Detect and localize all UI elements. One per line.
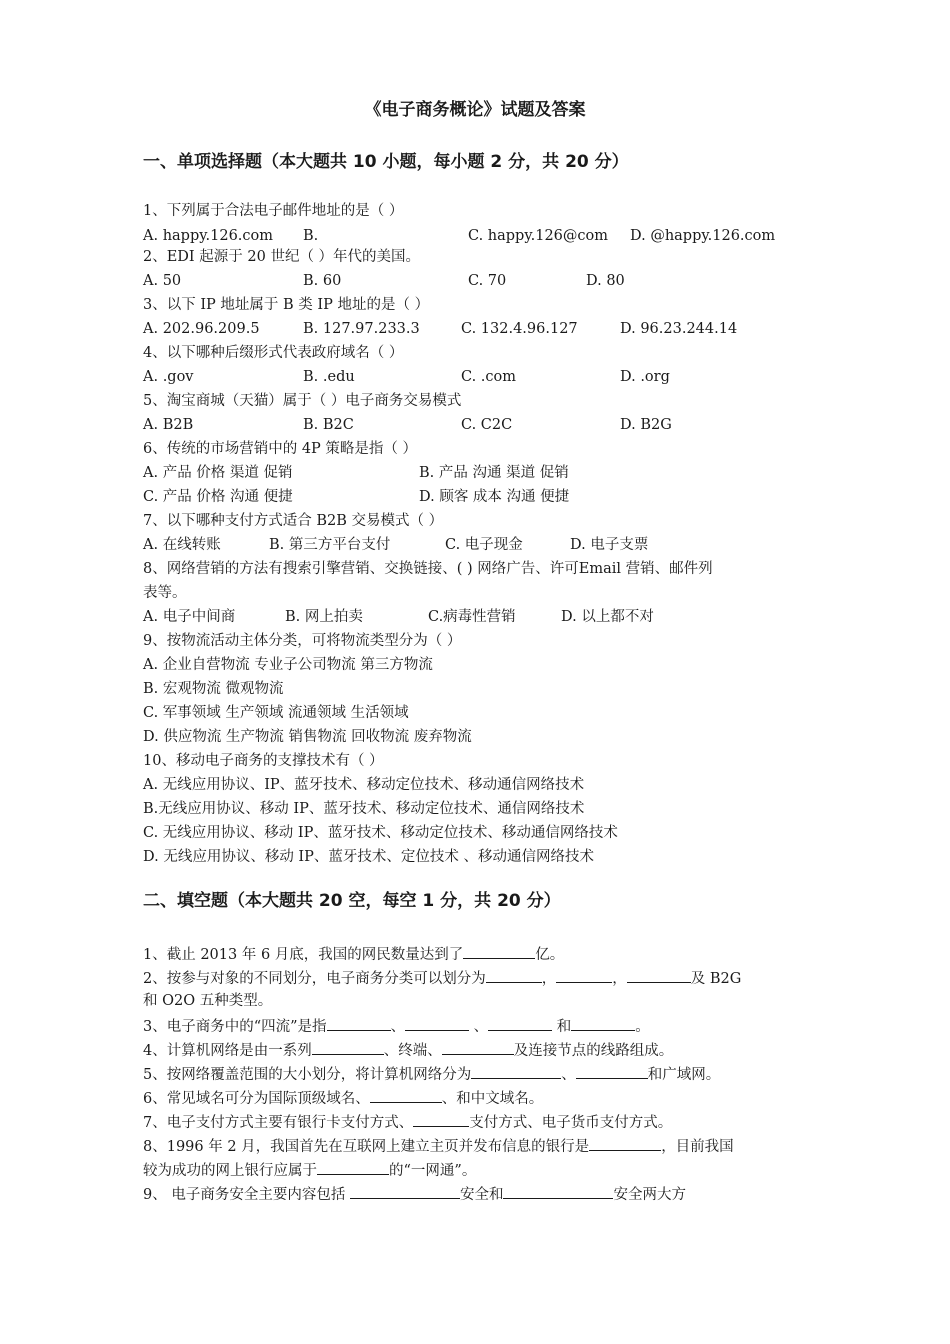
fill-question-4 <box>143 1038 673 1060</box>
document-title: 《电子商务概论》试题及答案 <box>364 100 586 120</box>
question-8-option-b: B. 网上拍卖 <box>285 609 363 625</box>
question-4-stem: 4、以下哪种后缀形式代表政府域名（ ） <box>143 345 404 361</box>
question-8-option-c: C.病毒性营销 <box>428 609 516 625</box>
question-6-stem: 6、传统的市场营销中的 4P 策略是指（ ） <box>143 441 418 457</box>
fill-3-text-e: 。 <box>635 1019 650 1035</box>
fill-3-text-b: 、 <box>390 1019 406 1035</box>
fill-5-text-a: 5、按网络覆盖范围的大小划分，将计算机网络分为 <box>143 1067 472 1083</box>
fill-8-text-c: 较为成功的网上银行应属于 <box>143 1163 317 1179</box>
fill-3-blank-4 <box>571 1014 635 1031</box>
fill-8-blank-2 <box>317 1158 389 1175</box>
section-heading-fill-in: 二、填空题（本大题共 20 空，每空 1 分，共 20 分） <box>143 891 561 911</box>
fill-2-text-d: 及 B2G <box>690 971 742 987</box>
question-10-stem: 10、移动电子商务的支撑技术有（ ） <box>143 753 384 769</box>
fill-question-8-line2 <box>143 1158 476 1180</box>
question-4-option-b: B. .edu <box>303 369 355 385</box>
fill-1-text-a: 1、截止 2013 年 6 月底，我国的网民数量达到了 <box>143 947 464 963</box>
question-3-option-c: C. 132.4.96.127 <box>461 321 578 337</box>
fill-1-blank <box>463 942 535 959</box>
question-3-option-a: A. 202.96.209.5 <box>143 321 260 337</box>
question-5-option-d: D. B2G <box>620 417 672 433</box>
question-2-option-b: B. 60 <box>303 273 342 289</box>
fill-3-text-c: 、 <box>469 1019 489 1035</box>
question-6-option-b: B. 产品 沟通 渠道 促销 <box>419 465 569 481</box>
question-2-option-c: C. 70 <box>468 273 507 289</box>
question-5-option-b: B. B2C <box>303 417 354 433</box>
question-1-option-d: D. @happy.126.com <box>630 228 776 244</box>
question-7-option-c: C. 电子现金 <box>445 537 523 553</box>
question-8-stem-line2: 表等。 <box>143 585 187 601</box>
question-3-stem: 3、以下 IP 地址属于 B 类 IP 地址的是（ ） <box>143 297 430 313</box>
fill-2-continuation: 和 O2O 五种类型。 <box>143 993 273 1009</box>
fill-6-text-b: 、和中文域名。 <box>441 1091 544 1107</box>
question-7-stem: 7、以下哪种支付方式适合 B2B 交易模式（ ） <box>143 513 444 529</box>
fill-8-blank-1 <box>589 1134 661 1151</box>
fill-4-text-a: 4、计算机网络是由一系列 <box>143 1043 312 1059</box>
question-4-option-c: C. .com <box>461 369 517 385</box>
fill-question-8 <box>143 1134 734 1156</box>
question-9-stem: 9、按物流活动主体分类，可将物流类型分为（ ） <box>143 633 462 649</box>
question-6-option-d: D. 顾客 成本 沟通 便捷 <box>419 489 570 505</box>
question-2-option-d: D. 80 <box>586 273 625 289</box>
question-1-stem: 1、下列属于合法电子邮件地址的是（ ） <box>143 203 404 219</box>
question-7-option-a: A. 在线转账 <box>143 537 221 553</box>
fill-question-5 <box>143 1062 720 1084</box>
fill-question-1 <box>143 942 564 964</box>
question-10-option-b: B.无线应用协议、移动 IP、蓝牙技术、移动定位技术、通信网络技术 <box>143 801 585 817</box>
fill-question-9 <box>143 1182 686 1204</box>
fill-2-blank-2 <box>556 966 612 983</box>
question-10-option-a: A. 无线应用协议、IP、蓝牙技术、移动定位技术、移动通信网络技术 <box>143 777 585 793</box>
question-2-stem: 2、EDI 起源于 20 世纪（ ）年代的美国。 <box>143 249 421 265</box>
fill-8-text-a: 8、1996 年 2 月，我国首先在互联网上建立主页并发布信息的银行是 <box>143 1139 590 1155</box>
question-3-option-b: B. 127.97.233.3 <box>303 321 420 337</box>
fill-3-text-d: 和 <box>552 1019 572 1035</box>
question-7-option-b: B. 第三方平台支付 <box>269 537 391 553</box>
fill-2-text-c: ， <box>612 971 627 987</box>
fill-1-text-b: 亿。 <box>535 947 565 963</box>
fill-3-blank-1 <box>327 1014 391 1031</box>
question-8-stem-line1: 8、网络营销的方法有搜索引擎营销、交换链接、( ) 网络广告、许可Email 营销、邮件列 <box>143 561 713 577</box>
fill-5-text-b: 、 <box>561 1067 576 1083</box>
fill-question-2 <box>143 966 741 988</box>
question-9-option-d: D. 供应物流 生产物流 销售物流 回收物流 废弃物流 <box>143 729 472 745</box>
question-9-option-b: B. 宏观物流 微观物流 <box>143 681 284 697</box>
fill-8-text-d: 的“一网通”。 <box>389 1163 477 1179</box>
fill-2-text-b: ， <box>541 971 557 987</box>
question-4-option-d: D. .org <box>620 369 670 385</box>
question-4-option-a: A. .gov <box>143 369 194 385</box>
fill-7-blank <box>413 1110 469 1127</box>
fill-7-text-a: 7、电子支付方式主要有银行卡支付方式、 <box>143 1115 414 1131</box>
fill-4-blank-2 <box>442 1038 514 1055</box>
question-9-option-c: C. 军事领域 生产领域 流通领域 生活领域 <box>143 705 409 721</box>
fill-6-text-a: 6、常见域名可分为国际顶级域名、 <box>143 1091 370 1107</box>
fill-question-7 <box>143 1110 672 1132</box>
fill-4-text-b: 、终端、 <box>383 1043 442 1059</box>
question-5-option-c: C. C2C <box>461 417 513 433</box>
question-1-option-a: A. happy.126.com <box>143 228 273 244</box>
fill-5-text-c: 和广域网。 <box>647 1067 721 1083</box>
fill-question-6 <box>143 1086 543 1108</box>
question-3-option-d: D. 96.23.244.14 <box>620 321 738 337</box>
fill-3-blank-2 <box>405 1014 469 1031</box>
question-8-option-d: D. 以上都不对 <box>561 609 654 625</box>
fill-3-text-a: 3、电子商务中的“四流”是指 <box>143 1019 327 1035</box>
fill-9-text-a: 9、 电子商务安全主要内容包括 <box>143 1187 350 1203</box>
question-2-option-a: A. 50 <box>143 273 182 289</box>
question-1-option-b: B. <box>303 228 319 244</box>
fill-4-blank-1 <box>312 1038 384 1055</box>
question-6-option-a: A. 产品 价格 渠道 促销 <box>143 465 293 481</box>
fill-question-3 <box>143 1014 650 1036</box>
fill-5-blank-2 <box>576 1062 648 1079</box>
question-7-option-d: D. 电子支票 <box>570 537 649 553</box>
question-5-option-a: A. B2B <box>143 417 194 433</box>
question-6-option-c: C. 产品 价格 沟通 便捷 <box>143 489 293 505</box>
question-10-option-c: C. 无线应用协议、移动 IP、蓝牙技术、移动定位技术、移动通信网络技术 <box>143 825 618 841</box>
question-9-option-a: A. 企业自营物流 专业子公司物流 第三方物流 <box>143 657 433 673</box>
fill-8-text-b: ，目前我国 <box>661 1139 734 1155</box>
fill-5-blank-1 <box>471 1062 561 1079</box>
fill-2-blank-1 <box>486 966 542 983</box>
question-10-option-d: D. 无线应用协议、移动 IP、蓝牙技术、定位技术 、移动通信网络技术 <box>143 849 595 865</box>
fill-3-blank-3 <box>488 1014 552 1031</box>
fill-2-text-a: 2、按参与对象的不同划分，电子商务分类可以划分为 <box>143 971 486 987</box>
fill-9-text-c: 安全两大方 <box>613 1187 686 1203</box>
fill-2-blank-3 <box>627 966 691 983</box>
question-8-option-a: A. 电子中间商 <box>143 609 236 625</box>
fill-9-blank-2 <box>503 1182 613 1199</box>
fill-6-blank <box>370 1086 442 1103</box>
section-heading-multiple-choice: 一、单项选择题（本大题共 10 小题，每小题 2 分，共 20 分） <box>143 152 629 172</box>
fill-4-text-c: 及连接节点的线路组成。 <box>513 1043 674 1059</box>
fill-9-text-b: 安全和 <box>459 1187 504 1203</box>
fill-9-blank-1 <box>350 1182 460 1199</box>
question-5-stem: 5、淘宝商城（天猫）属于（ ）电子商务交易模式 <box>143 393 462 409</box>
fill-7-text-b: 支付方式、电子货币支付方式。 <box>469 1115 673 1131</box>
question-1-option-c: C. happy.126@com <box>468 228 608 244</box>
